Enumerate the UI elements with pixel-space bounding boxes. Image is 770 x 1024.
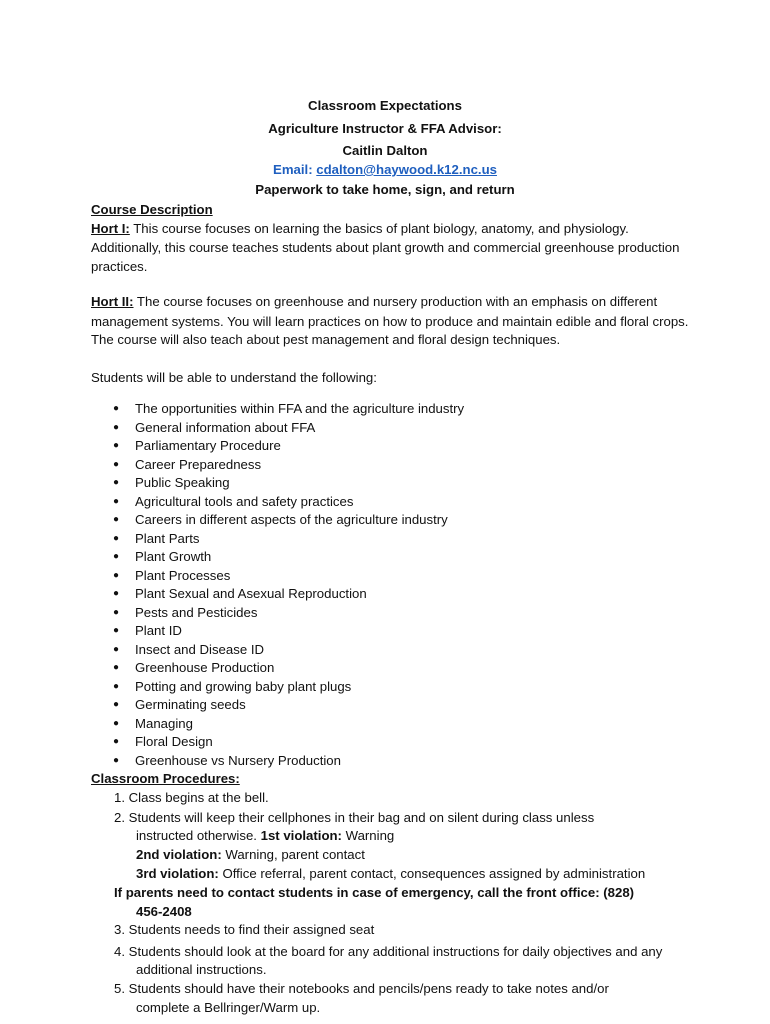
instructor-name: Caitlin Dalton [342, 143, 428, 158]
list-item: ● Careers in different aspects of the agriculture industry [113, 511, 464, 530]
procedure-2-line1: 2. Students will keep their cellphones in their bag and on silent during class unless [114, 810, 595, 825]
procedure-2-text: instructed otherwise. [136, 828, 261, 843]
list-item: ● Plant ID [113, 622, 464, 641]
emergency-line1: If parents need to contact students in case of emergency, call the front office: (828) [114, 885, 635, 900]
list-item: ● Career Preparedness [113, 456, 464, 475]
course-description-heading: Course Description [91, 202, 213, 217]
list-item: ● Germinating seeds [113, 696, 464, 715]
list-item: ● Floral Design [113, 733, 464, 752]
procedure-4-line1: 4. Students should look at the board for any additional instructions for daily objectives and any [114, 944, 663, 959]
hort1-text: This course focuses on learning the basics of plant biology, anatomy, and physiology. [129, 221, 629, 236]
list-item: ● Greenhouse Production [113, 659, 464, 678]
list-item: ● Potting and growing baby plant plugs [113, 678, 464, 697]
hort1-line1 [91, 221, 629, 236]
email-link[interactable]: cdalton@haywood.k12.nc.us [316, 162, 497, 177]
violation-2-label: 2nd violation: [136, 847, 222, 862]
violation-1-label: 1st violation: [260, 828, 342, 843]
violation-3-text: Office referral, parent contact, consequences assigned by administration [218, 866, 646, 881]
emergency-phone: 456-2408 [136, 904, 192, 919]
list-item: ● Plant Sexual and Asexual Reproduction [113, 585, 464, 604]
procedures-heading: Classroom Procedures: [91, 771, 240, 786]
hort1-label: Hort I: [91, 221, 130, 236]
instructor-role: Agriculture Instructor & FFA Advisor: [268, 121, 502, 136]
understand-intro: Students will be able to understand the following: [91, 370, 377, 385]
list-item: ● Parliamentary Procedure [113, 437, 464, 456]
hort2-label: Hort II: [91, 294, 134, 309]
email-line [0, 162, 770, 177]
hort1-line2: Additionally, this course teaches students about plant growth and commercial greenhouse production [91, 240, 680, 255]
hort2-line3: The course will also teach about pest management and floral design techniques. [91, 332, 561, 347]
list-item: ● Managing [113, 715, 464, 734]
hort2-text: The course focuses on greenhouse and nursery production with an emphasis on different [133, 294, 658, 309]
violation-2-text: Warning, parent contact [221, 847, 365, 862]
document-title: Classroom Expectations [308, 98, 462, 113]
list-item: ● General information about FFA [113, 419, 464, 438]
procedure-5-line2: complete a Bellringer/Warm up. [136, 1000, 321, 1015]
procedure-3: 3. Students needs to find their assigned seat [114, 922, 375, 937]
list-item: ● Pests and Pesticides [113, 604, 464, 623]
procedure-1: 1. Class begins at the bell. [114, 790, 269, 805]
topics-list [113, 400, 464, 770]
list-item: ● Greenhouse vs Nursery Production [113, 752, 464, 771]
list-item: ● Insect and Disease ID [113, 641, 464, 660]
list-item: ● Public Speaking [113, 474, 464, 493]
list-item: ● Agricultural tools and safety practices [113, 493, 464, 512]
procedure-5-line1: 5. Students should have their notebooks and pencils/pens ready to take notes and/or [114, 981, 609, 996]
procedure-2-line2 [136, 828, 394, 843]
hort2-line1 [91, 294, 657, 309]
violation-1-text: Warning [341, 828, 395, 843]
violation-3-label: 3rd violation: [136, 866, 219, 881]
list-item: ● The opportunities within FFA and the agriculture industry [113, 400, 464, 419]
email-label: Email: [273, 162, 313, 177]
list-item: ● Plant Processes [113, 567, 464, 586]
list-item: ● Plant Parts [113, 530, 464, 549]
paperwork-instruction: Paperwork to take home, sign, and return [255, 182, 515, 197]
violation-2 [136, 847, 365, 862]
hort2-line2: management systems. You will learn practices on how to produce and maintain edible and floral crops. [91, 314, 689, 329]
violation-3 [136, 866, 645, 881]
hort1-line3: practices. [91, 259, 148, 274]
list-item: ● Plant Growth [113, 548, 464, 567]
procedure-4-line2: additional instructions. [136, 962, 267, 977]
